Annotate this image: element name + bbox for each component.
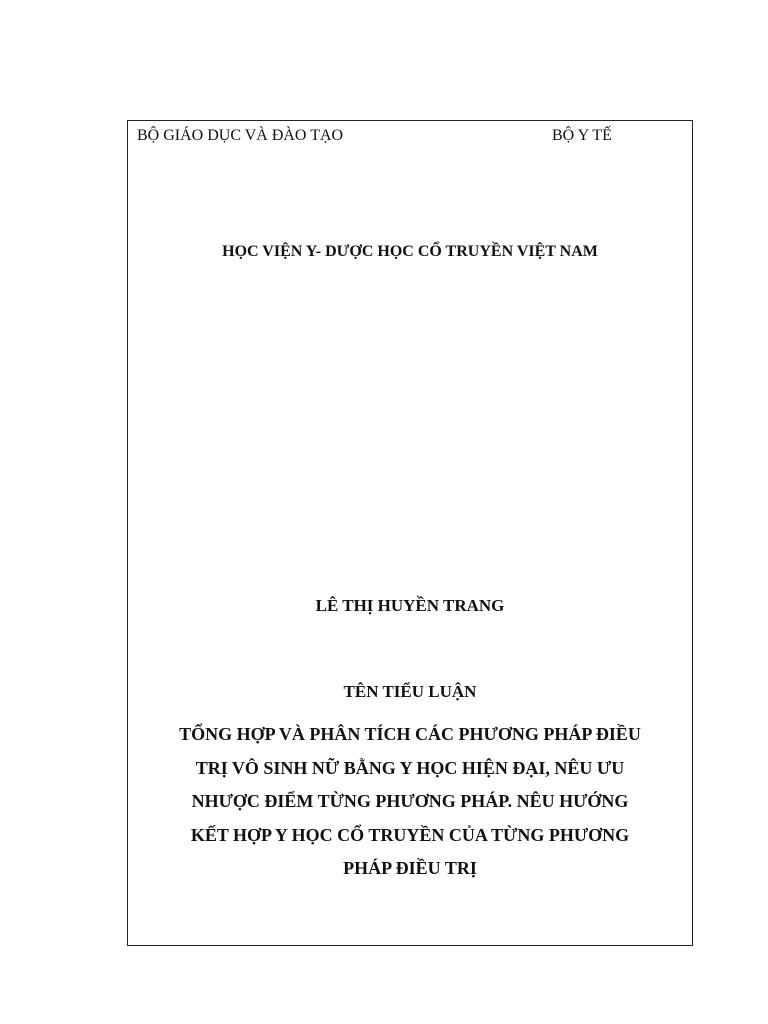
essay-title (136, 718, 684, 886)
ministry-of-health-label: BỘ Y TẾ (552, 127, 612, 144)
essay-label: TÊN TIỂU LUẬN (343, 682, 477, 701)
author-name: LÊ THỊ HUYỀN TRANG (315, 596, 505, 615)
essay-title-line: TỔNG HỢP VÀ PHÂN TÍCH CÁC PHƯƠNG PHÁP ĐIỀU (179, 724, 641, 744)
essay-title-line: TRỊ VÔ SINH NỮ BẰNG Y HỌC HIỆN ĐẠI, NÊU ƯU (195, 757, 625, 778)
institution-name: HỌC VIỆN Y- DƯỢC HỌC CỔ TRUYỀN VIỆT NAM (222, 243, 598, 260)
essay-title-line: NHƯỢC ĐIỂM TỪNG PHƯƠNG PHÁP. NÊU HƯỚNG (191, 791, 629, 811)
essay-title-line: KẾT HỢP Y HỌC CỔ TRUYỀN CỦA TỪNG PHƯƠNG (190, 824, 630, 845)
essay-title-line: PHÁP ĐIỀU TRỊ (343, 858, 477, 878)
ministry-of-education-label: BỘ GIÁO DỤC VÀ ĐÀO TẠO (137, 127, 344, 144)
cover-page-border (127, 120, 693, 946)
